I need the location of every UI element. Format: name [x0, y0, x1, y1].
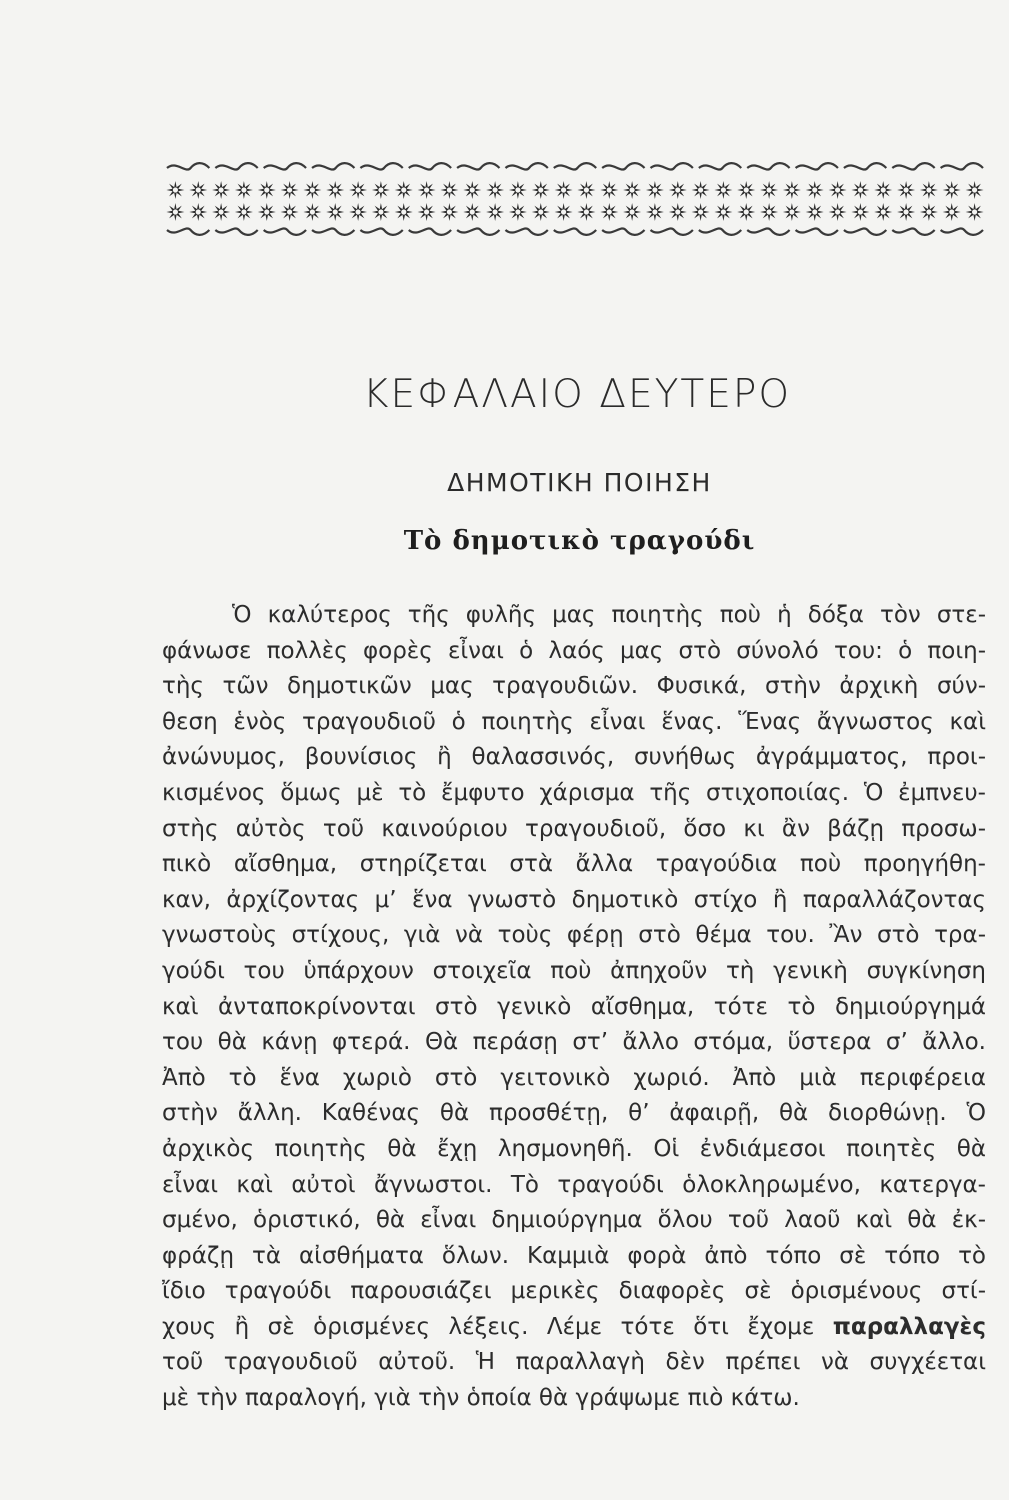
ornament-star [235, 203, 253, 221]
text-line: γούδι του ὑπάρχουν στοιχεῖα ποὺ ἀπηχοῦν τὴ γενικὴ συγκίνηση [162, 957, 986, 984]
ornament-wave [167, 163, 983, 169]
subtitle: Τὸ δημοτικὸ τραγούδι [403, 526, 756, 556]
ornament-star [806, 203, 824, 221]
body-paragraph [162, 598, 986, 1417]
section-heading: ΔΗΜΟΤΙΚΗ ΠΟΙΗΣΗ [447, 468, 712, 497]
ornament-wave [167, 228, 983, 234]
ornament-star [395, 203, 413, 221]
text-line: ἀρχικὸς ποιητὴς θὰ ἔχῃ λησμονηθῆ. Οἱ ἐνδιάμεσοι ποιητὲς θὰ [162, 1135, 986, 1162]
text-line: καν, ἀρχίζοντας μ’ ἕνα γνωστὸ δημοτικὸ στίχο ἢ παραλλάζοντας [162, 886, 986, 913]
ornament-star [577, 203, 595, 221]
ornament-star [737, 181, 755, 199]
decorative-ornament-band [164, 158, 986, 240]
text-line: πικὸ αἴσθημα, στηρίζεται στὰ ἄλλα τραγούδια ποὺ προηγήθη- [162, 851, 986, 878]
ornament-star [669, 203, 687, 221]
ornament-star [760, 181, 778, 199]
ornament-star [692, 203, 710, 221]
ornament-star [509, 203, 527, 221]
ornament-star [372, 203, 390, 221]
keyword-paralages: παραλλαγὲς [832, 1313, 986, 1340]
ornament-star [349, 181, 367, 199]
text-line: καὶ ἀνταποκρίνονται στὸ γενικὸ αἴσθημα, τότε τὸ δημιούργημά [162, 993, 986, 1020]
ornament-star [920, 181, 938, 199]
text-line: τὴς τῶν δημοτικῶν μας τραγουδιῶν. Φυσικά, στὴν ἀρχικὴ σύν- [162, 673, 986, 700]
ornament-star [281, 203, 299, 221]
ornament-star [600, 181, 618, 199]
ornament-star [829, 203, 847, 221]
ornament-star [212, 181, 230, 199]
text-line: του θὰ κάνῃ φτερά. Θὰ περάσῃ στ’ ἄλλο στόμα, ὕστερα σ’ ἄλλο. [162, 1029, 986, 1056]
ornament-star [532, 203, 550, 221]
ornament-star [372, 181, 390, 199]
text-line: τοῦ τραγουδιοῦ αὐτοῦ. Ἡ παραλλαγὴ δὲν πρέπει νὰ συγχέεται [162, 1349, 986, 1376]
ornament-star [486, 181, 504, 199]
ornament-star [463, 181, 481, 199]
text-line: ἴδιο τραγούδι παρουσιάζει μερικὲς διαφορὲς σὲ ὁρισμένους στί- [162, 1278, 986, 1305]
ornament-star [258, 203, 276, 221]
ornament-star [874, 203, 892, 221]
ornament-star [326, 203, 344, 221]
text-line-with-keyword [162, 1310, 986, 1346]
ornament-star [943, 203, 961, 221]
ornament-star [532, 181, 550, 199]
ornament-star [966, 181, 984, 199]
ornament-star [212, 203, 230, 221]
ornament-star [577, 181, 595, 199]
ornament-star [166, 203, 184, 221]
ornament-star [281, 181, 299, 199]
ornament-star [829, 181, 847, 199]
ornament-star [600, 203, 618, 221]
ornament-star [737, 203, 755, 221]
ornament-star [555, 181, 573, 199]
ornament-star [349, 203, 367, 221]
ornament-star [646, 203, 664, 221]
ornament-star [920, 203, 938, 221]
ornament-star [189, 203, 207, 221]
ornament-star [303, 181, 321, 199]
ornament-star [440, 181, 458, 199]
text-line: γνωστοὺς στίχους, γιὰ νὰ τοὺς φέρῃ στὸ θέμα του. Ἂν στὸ τρα- [162, 922, 986, 949]
ornament-star [851, 203, 869, 221]
text-line: Ὁ καλύτερος τῆς φυλῆς μας ποιητὴς ποὺ ἡ δόξα τὸν στε- [232, 602, 986, 628]
text-line: θεση ἑνὸς τραγουδιοῦ ὁ ποιητὴς εἶναι ἕνας. Ἕνας ἄγνωστος καὶ [162, 708, 986, 735]
ornament-star [714, 203, 732, 221]
ornament-star [509, 181, 527, 199]
text-line: στὴν ἄλλη. Καθένας θὰ προσθέτῃ, θ’ ἀφαιρῇ, θὰ διορθώνῃ. Ὁ [162, 1100, 986, 1127]
text-line: εἶναι καὶ αὐτοὶ ἄγνωστοι. Τὸ τραγούδι ὁλοκληρωμένο, κατεργα- [162, 1171, 986, 1198]
ornament-star [463, 203, 481, 221]
ornament-star [897, 203, 915, 221]
text-line: κισμένος ὅμως μὲ τὸ ἔμφυτο χάρισμα τῆς στιχοποιίας. Ὁ ἐμπνευ- [162, 779, 986, 806]
ornament-star [669, 181, 687, 199]
ornament-star [235, 181, 253, 199]
ornament-star [851, 181, 869, 199]
ornament-star [189, 181, 207, 199]
text-line: φράζῃ τὰ αἰσθήματα ὅλων. Καμμιὰ φορὰ ἀπὸ τόπο σὲ τόπο τὸ [162, 1242, 986, 1269]
text-line: σμένο, ὁριστικό, θὰ εἶναι δημιούργημα ὅλου τοῦ λαοῦ καὶ θὰ ἐκ- [162, 1207, 986, 1234]
ornament-star [760, 203, 778, 221]
text-line-last: μὲ τὴν παραλογή, γιὰ τὴν ὁποία θὰ γράψωμε πιὸ κάτω. [162, 1385, 800, 1412]
ornament-star [806, 181, 824, 199]
ornament-star [623, 181, 641, 199]
ornament-star [486, 203, 504, 221]
ornament-star [258, 181, 276, 199]
ornament-star [418, 203, 436, 221]
ornament-star [418, 181, 436, 199]
ornament-star [555, 203, 573, 221]
ornament-star [966, 203, 984, 221]
ornament-star [692, 181, 710, 199]
ornament-star [440, 203, 458, 221]
text-line: στὴς αὐτὸς τοῦ καινούριου τραγουδιοῦ, ὅσο κι ἂν βάζῃ προσω- [162, 815, 986, 842]
ornament-star [874, 181, 892, 199]
ornament-star [783, 203, 801, 221]
text-line-prefix: χους ἢ σὲ ὁρισμένες λέξεις. Λέμε τότε ὅτι ἔχομε [162, 1313, 815, 1340]
ornament-star [326, 181, 344, 199]
ornament-star [303, 203, 321, 221]
ornament-star [943, 181, 961, 199]
ornament-star [714, 181, 732, 199]
ornament-star [623, 203, 641, 221]
text-line: Ἀπὸ τὸ ἕνα χωριὸ στὸ γειτονικὸ χωριό. Ἀπὸ μιὰ περιφέρεια [162, 1064, 986, 1091]
ornament-star [166, 181, 184, 199]
text-line: φάνωσε πολλὲς φορὲς εἶναι ὁ λαός μας στὸ σύνολό του: ὁ ποιη- [162, 637, 986, 664]
ornament-star [646, 181, 664, 199]
ornament-star [395, 181, 413, 199]
text-line: ἀνώνυμος, βουνίσιος ἢ θαλασσινός, συνήθως ἀγράμματος, προι- [162, 744, 986, 771]
ornament-star [897, 181, 915, 199]
ornament-star [783, 181, 801, 199]
chapter-heading: ΚΕΦΑΛΑΙΟ ΔΕΥΤΕΡΟ [362, 372, 792, 417]
